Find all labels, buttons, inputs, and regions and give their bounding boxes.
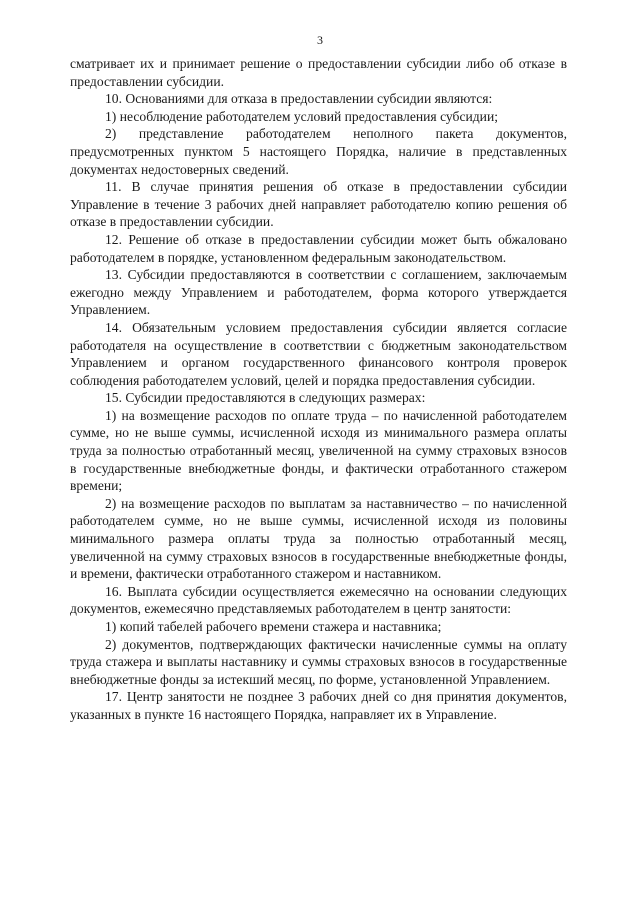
paragraph-13: 13. Субсидии предоставляются в соответствии с соглашением, заключаемым ежегодно между Управлением и работодателем, форма которого утверждается Управлением. <box>70 267 567 318</box>
paragraph-17: 17. Центр занятости не позднее 3 рабочих дней со дня принятия документов, указанных в пункте 16 настоящего Порядка, направляет их в Управление. <box>70 689 567 722</box>
paragraph-16: 16. Выплата субсидии осуществляется ежемесячно на основании следующих документов, ежемесячно представляемых работодателем в центр занятости: <box>70 583 567 617</box>
paragraph-10-item-1: 1) несоблюдение работодателем условий предоставления субсидии; <box>105 108 499 124</box>
paragraph-10-item-2: 2) представление работодателем неполного пакета документов, предусмотренных пунктом 5 настоящего Порядка, наличие в представленных документах недостоверных сведений. <box>70 126 567 177</box>
paragraph-16-item-2: 2) документов, подтверждающих фактически начисленные суммы на оплату труда стажера и выплаты наставнику и суммы страховых взносов в государственные внебюджетные фонды за истекший месяц, по форме, установленной Управлением. <box>70 636 567 687</box>
paragraph-continuation: сматривает их и принимает решение о предоставлении субсидии либо об отказе в предоставлении субсидии. <box>70 56 567 89</box>
page-number: 3 <box>317 33 323 47</box>
paragraph-15-item-1: 1) на возмещение расходов по оплате труда – по начисленной работодателем сумме, но не выше суммы, исчисленной исходя из минимального размера оплаты труда за полностью отработанный месяц, увеличенной на сумму страховых взносов в государственные внебюджетные фонды, и фактически отработанного стажером времени; <box>70 407 567 494</box>
paragraph-12: 12. Решение об отказе в предоставлении субсидии может быть обжаловано работодателем в порядке, установленном федеральным законодательством. <box>70 231 567 265</box>
paragraph-14: 14. Обязательным условием предоставления субсидии является согласие работодателя на осуществление в соответствии с бюджетным законодательством Управлением и органом государственного финансового контроля проверок соблюдения работодателем условий, целей и порядка предоставления субсидии. <box>70 319 567 388</box>
paragraph-16-item-1: 1) копий табелей рабочего времени стажера и наставника; <box>105 619 442 634</box>
paragraph-11: 11. В случае принятия решения об отказе в предоставлении субсидии Управление в течение 3 рабочих дней направляет работодателю копию решения об отказе в предоставлении субсидии. <box>70 179 567 230</box>
document-body <box>70 55 567 724</box>
paragraph-15: 15. Субсидии предоставляются в следующих размерах: <box>105 390 426 406</box>
paragraph-15-item-2: 2) на возмещение расходов по выплатам за наставничество – по начисленной работодателем сумме, но не выше суммы, исчисленной исходя из половины минимального размера оплаты труда за полностью отработанный месяц, увеличенной на сумму страховых взносов в государственные внебюджетные фонды, и времени, фактически отработанного стажером и наставником. <box>70 495 567 582</box>
paragraph-10: 10. Основаниями для отказа в предоставлении субсидии являются: <box>105 91 493 107</box>
